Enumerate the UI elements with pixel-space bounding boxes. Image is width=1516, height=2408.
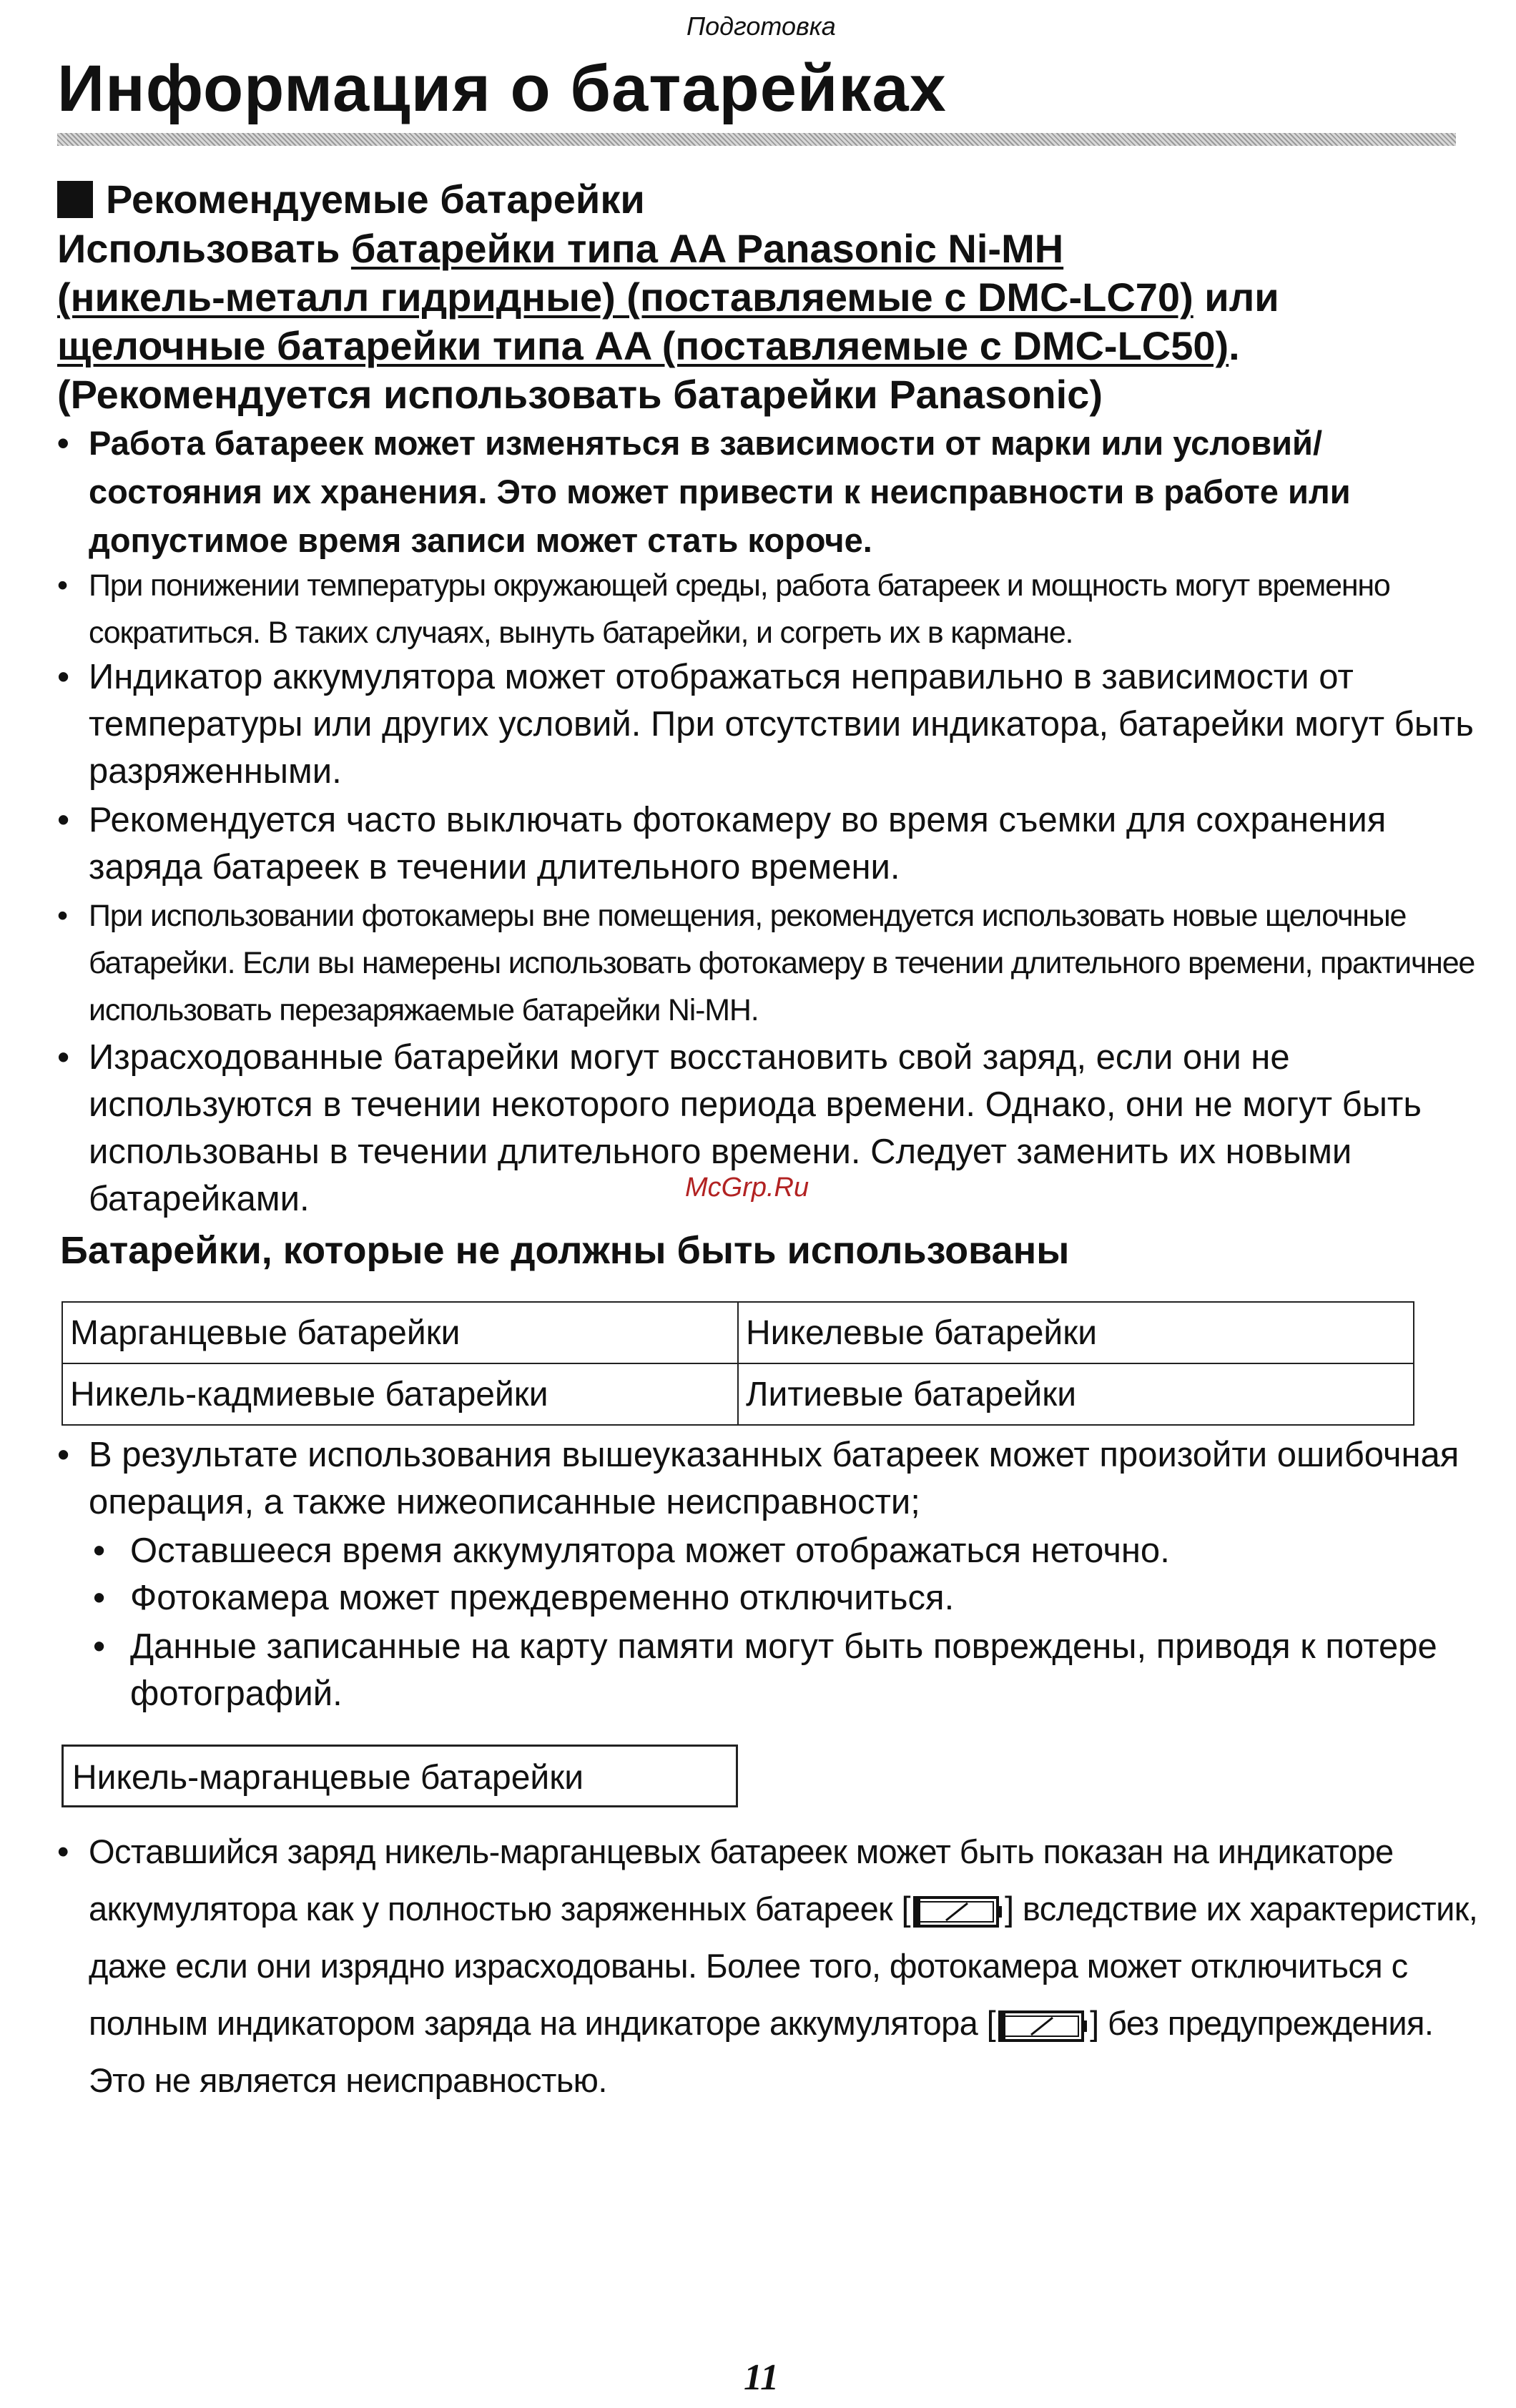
bullet-item xyxy=(57,419,1480,565)
bullet-dot: • xyxy=(93,1579,106,1617)
lead-text: . xyxy=(1229,323,1240,368)
sub-bullet-item xyxy=(93,1527,1480,1574)
bullet-dot: • xyxy=(57,568,67,603)
table-row xyxy=(62,1363,1414,1425)
bullet-dot: • xyxy=(93,1531,106,1570)
bullet-dot: • xyxy=(57,1436,70,1474)
bullet-item xyxy=(57,1431,1480,1526)
bullet-item xyxy=(57,796,1480,891)
bullet-dot: • xyxy=(57,1832,69,1870)
bullet-text: Индикатор аккумулятора может отображаться неправильно в зависимости от температуры или других условий. При отсутствии индикатора, батарейки могут быть разряженными. xyxy=(89,658,1474,791)
lead-underlined: (никель-металл гидридные) (поставляемые с DMC-LC70) xyxy=(57,275,1193,320)
table-cell: Литиевые батарейки xyxy=(738,1363,1414,1425)
bullet-dot: • xyxy=(57,424,69,462)
table-cell: Марганцевые батарейки xyxy=(62,1302,738,1363)
bullet-dot: • xyxy=(57,801,70,839)
lead-underlined: щелочные батарейки типа AA (поставляемые с DMC-LC50) xyxy=(57,323,1229,368)
not-to-use-heading: Батарейки, которые не должны быть использованы xyxy=(60,1229,1070,1272)
sub-bullet-text: Фотокамера может преждевременно отключиться. xyxy=(130,1579,955,1617)
sub-bullet-text: Оставшееся время аккумулятора может отображаться неточно. xyxy=(130,1531,1170,1570)
watermark: McGrp.Ru xyxy=(685,1173,809,1203)
title-divider xyxy=(57,133,1456,146)
battery-full-icon xyxy=(910,1894,1005,1930)
bullet-text: Работа батареек может изменяться в зависимости от марки или условий/состояния их хранения. Это может привести к неисправности в работе или допустимое время записи может стать короче. xyxy=(89,424,1351,559)
table-cell: Никель-кадмиевые батарейки xyxy=(62,1363,738,1425)
table-cell: Никелевые батарейки xyxy=(738,1302,1414,1363)
bullet-text xyxy=(89,1823,1480,2109)
sub-bullet-item xyxy=(93,1574,1480,1622)
bullet-dot: • xyxy=(57,899,67,933)
bullet-item xyxy=(57,562,1480,656)
bullet-text: Израсходованные батарейки могут восстановить свой заряд, если они не используются в течении некоторого периода времени. Однако, они не могут быть использованы в течении длительного времени. Следует заменить их новыми батарейками. xyxy=(89,1038,1422,1218)
bullet-item xyxy=(57,892,1480,1034)
bullet-text: В результате использования вышеуказанных батареек может произойти ошибочная операция, а также нижеописанные неисправности; xyxy=(89,1436,1460,1521)
nimn-text-part: Оставшийся заряд никель-марганцевых батареек может быть показан на индикаторе аккумулятора как у полностью заряженных батареек [ xyxy=(89,1832,1394,1928)
page-title: Информация о батарейках xyxy=(57,52,947,125)
lead-note: (Рекомендуется использовать батарейки Panasonic) xyxy=(57,372,1103,417)
recommended-lead xyxy=(57,224,1487,419)
bad-batteries-table xyxy=(61,1301,1414,1426)
battery-full-icon xyxy=(995,2008,1090,2044)
bullet-item xyxy=(57,1823,1480,2109)
nimn-text-part: ] без предупреждения. Это не является неисправностью. xyxy=(89,2004,1434,2099)
lead-text: Использовать xyxy=(57,226,351,271)
bullet-dot: • xyxy=(57,658,70,696)
bullet-text: Рекомендуется часто выключать фотокамеру во время съемки для сохранения заряда батареек в течении длительного времени. xyxy=(89,801,1387,887)
black-square-icon xyxy=(57,181,93,218)
sub-bullet-text: Данные записанные на карту памяти могут быть повреждены, приводя к потере фотографий. xyxy=(130,1627,1437,1713)
bullet-item xyxy=(57,653,1480,795)
recommended-heading xyxy=(57,176,645,222)
table-row xyxy=(62,1302,1414,1363)
lead-underlined: батарейки типа AA Panasonic Ni-MH xyxy=(350,226,1064,271)
recommended-heading-text: Рекомендуемые батарейки xyxy=(106,177,645,222)
sub-bullet-item xyxy=(93,1623,1480,1717)
bullet-text: При использовании фотокамеры вне помещения, рекомендуется использовать новые щелочные батарейки. Если вы намерены использовать фотокамеру в течении длительного времени, практичнее использовать перезаряжаемые батарейки Ni-MH. xyxy=(89,899,1475,1027)
bullet-dot: • xyxy=(57,1038,70,1077)
lead-text: или xyxy=(1193,275,1279,320)
page-number: 11 xyxy=(744,2357,779,2398)
bullet-text: При понижении температуры окружающей среды, работа батареек и мощность могут временно сократиться. В таких случаях, вынуть батарейки, и согреть их в кармане. xyxy=(89,568,1390,650)
nimn-text-part: ] вследствие их характеристик, даже если они изрядно израсходованы. Более того, фотокамера может отключиться с полным индикатором заряда на индикаторе аккумулятора [ xyxy=(89,1890,1478,2042)
nimn-label-box: Никель-марганцевые батарейки xyxy=(61,1745,738,1807)
bullet-dot: • xyxy=(93,1627,106,1666)
section-label: Подготовка xyxy=(686,11,836,41)
